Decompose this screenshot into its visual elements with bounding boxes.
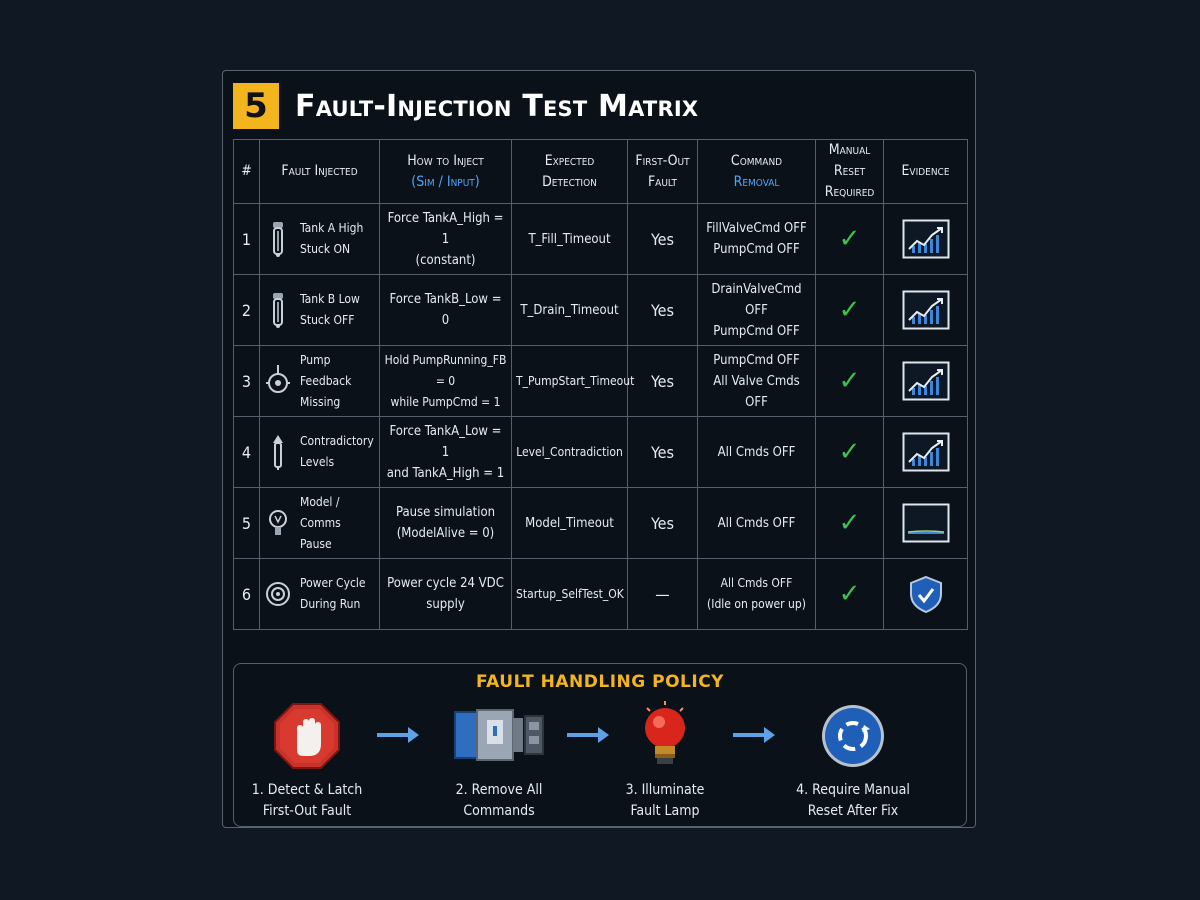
trend-chart-icon (902, 219, 950, 259)
how-cell (380, 488, 512, 559)
col-header-removal (698, 140, 816, 204)
manual-reset-cell (816, 417, 884, 488)
fault-line2: Pause (300, 536, 332, 551)
section-number-badge: 5 (233, 83, 279, 129)
manual-reset-cell (816, 559, 884, 630)
check-icon: ✓ (838, 295, 861, 325)
removal-line1: PumpCmd OFF (713, 352, 800, 368)
col-header-detection-line2: Detection (542, 173, 597, 190)
fault-line1: Power Cycle (300, 576, 366, 590)
col-header-removal-line1: Command (730, 152, 783, 169)
removal-cell (698, 346, 816, 417)
table-row (234, 346, 968, 417)
col-header-manual-line1: Manual (828, 142, 871, 158)
col-header-manual-reset (816, 140, 884, 204)
col-header-num: # (234, 140, 260, 204)
row-number: 2 (234, 275, 260, 346)
trend-chart-icon (902, 432, 950, 472)
red-lamp-icon (580, 700, 750, 772)
trend-chart-icon (902, 361, 950, 401)
pump-icon (264, 361, 292, 401)
step-line2: Fault Lamp (630, 803, 700, 819)
how-line1: Power cycle 24 VDC (387, 576, 504, 591)
level-switch-icon (264, 219, 292, 259)
policy-step-2 (414, 700, 584, 822)
step-line2: Commands (463, 803, 535, 819)
fault-label (300, 350, 375, 413)
row-number: 4 (234, 417, 260, 488)
stop-hand-icon (222, 700, 392, 772)
step-line1: 4. Require Manual (796, 782, 910, 798)
how-cell (380, 559, 512, 630)
fault-label (300, 289, 360, 331)
fault-line2: Levels (300, 455, 335, 469)
how-line2: and TankA_High = 1 (386, 465, 505, 481)
fault-cell (260, 204, 380, 275)
policy-step-1 (222, 700, 392, 822)
manual-reset-cell (816, 488, 884, 559)
step-line1: 2. Remove All (455, 782, 543, 798)
step-line2: First-Out Fault (262, 803, 352, 819)
power-icon (264, 574, 292, 614)
how-line2: supply (426, 597, 465, 612)
col-header-evidence: Evidence (884, 140, 968, 204)
title-row (233, 83, 698, 129)
disconnect-switch-icon (414, 700, 584, 772)
removal-cell (698, 417, 816, 488)
detection-cell: T_Fill_Timeout (512, 204, 628, 275)
table-row (234, 417, 968, 488)
fault-label (300, 431, 374, 473)
how-line1: Force TankB_Low = 0 (389, 292, 502, 328)
fault-label (300, 492, 375, 555)
detection-cell: Level_Contradiction (512, 417, 628, 488)
first-out-cell: Yes (628, 275, 698, 346)
how-line1: Force TankA_High = 1 (387, 210, 504, 247)
check-icon: ✓ (838, 579, 861, 609)
policy-title: FAULT HANDLING POLICY (476, 672, 724, 692)
check-icon: ✓ (838, 508, 861, 538)
fault-handling-policy-panel (233, 663, 967, 827)
fault-matrix-card (222, 70, 976, 828)
how-line2: while PumpCmd = 1 (390, 394, 501, 409)
how-line2: (constant) (415, 252, 476, 268)
manual-reset-cell (816, 275, 884, 346)
removal-line2: (Idle on power up) (707, 597, 806, 611)
policy-step-3 (580, 700, 750, 822)
how-line2: (ModelAlive = 0) (396, 526, 495, 541)
col-header-first-out (628, 140, 698, 204)
how-line1: Hold PumpRunning_FB = 0 (384, 352, 507, 388)
row-number: 3 (234, 346, 260, 417)
step-line1: 3. Illuminate (625, 782, 705, 798)
detection-cell: Model_Timeout (512, 488, 628, 559)
flat-trend-icon (902, 503, 950, 543)
removal-cell (698, 559, 816, 630)
col-header-manual-line3: Required (824, 184, 875, 200)
col-header-removal-line2: Removal (733, 173, 780, 190)
col-header-how-line1: How to Inject (407, 152, 484, 169)
policy-step-label (414, 780, 584, 822)
evidence-cell (884, 559, 968, 630)
removal-line1: All Cmds OFF (717, 515, 796, 531)
page-title: Fault-Injection Test Matrix (295, 88, 699, 124)
how-line1: Force TankA_Low = 1 (389, 423, 502, 460)
row-number: 1 (234, 204, 260, 275)
first-out-cell: Yes (628, 204, 698, 275)
comms-icon (264, 503, 292, 543)
how-cell (380, 204, 512, 275)
level-sensor-icon (264, 432, 292, 472)
removal-cell (698, 488, 816, 559)
first-out-cell: Yes (628, 488, 698, 559)
fault-line2: Stuck OFF (300, 313, 355, 327)
removal-line1: All Cmds OFF (720, 576, 793, 590)
level-switch-icon (264, 290, 292, 330)
fault-label (300, 218, 363, 260)
fault-line1: Tank A High (300, 221, 364, 235)
fault-line1: Pump Feedback (300, 352, 352, 388)
manual-reset-cell (816, 346, 884, 417)
detection-cell: Startup_SelfTest_OK (512, 559, 628, 630)
table-row (234, 204, 968, 275)
fault-cell (260, 559, 380, 630)
removal-line1: FillValveCmd OFF (706, 221, 807, 236)
fault-cell (260, 488, 380, 559)
detection-cell: T_PumpStart_Timeout (512, 346, 628, 417)
fault-label (300, 573, 366, 615)
fault-line1: Model / Comms (300, 494, 341, 530)
policy-step-4 (768, 700, 938, 822)
evidence-cell (884, 417, 968, 488)
table-row (234, 488, 968, 559)
shield-check-icon (902, 574, 950, 614)
check-icon: ✓ (838, 224, 861, 254)
removal-cell (698, 275, 816, 346)
fault-cell (260, 346, 380, 417)
how-cell (380, 417, 512, 488)
first-out-cell: Yes (628, 417, 698, 488)
policy-step-label (768, 780, 938, 822)
fault-cell (260, 417, 380, 488)
first-out-cell: — (628, 559, 698, 630)
fault-injection-table (233, 139, 968, 630)
fault-line1: Tank B Low (300, 292, 360, 306)
col-header-first-out-line1: First-Out (635, 152, 690, 169)
col-header-how (380, 140, 512, 204)
trend-chart-icon (902, 290, 950, 330)
fault-line2: Stuck ON (300, 242, 351, 256)
removal-line2: PumpCmd OFF (713, 242, 800, 257)
row-number: 6 (234, 559, 260, 630)
removal-line2: PumpCmd OFF (713, 323, 800, 339)
how-cell (380, 275, 512, 346)
col-header-detection-line1: Expected (544, 152, 595, 169)
fault-cell (260, 275, 380, 346)
step-line1: 1. Detect & Latch (251, 782, 363, 798)
evidence-cell (884, 275, 968, 346)
table-row (234, 559, 968, 630)
fault-line1: Contradictory (300, 434, 374, 448)
removal-line2: All Valve Cmds OFF (713, 373, 800, 410)
col-header-how-line2: (Sim / Input) (411, 173, 480, 190)
first-out-cell: Yes (628, 346, 698, 417)
how-cell (380, 346, 512, 417)
manual-reset-cell (816, 204, 884, 275)
table-header-row (234, 140, 968, 204)
col-header-manual-line2: Reset (833, 163, 866, 179)
removal-line1: All Cmds OFF (717, 444, 796, 460)
col-header-fault: Fault Injected (260, 140, 380, 204)
step-line2: Reset After Fix (807, 803, 899, 819)
removal-line1: DrainValveCmd OFF (711, 281, 802, 318)
row-number: 5 (234, 488, 260, 559)
fault-line2: Missing (300, 394, 341, 409)
col-header-first-out-line2: Fault (647, 173, 678, 190)
evidence-cell (884, 488, 968, 559)
evidence-cell (884, 204, 968, 275)
col-header-detection (512, 140, 628, 204)
removal-cell (698, 204, 816, 275)
check-icon: ✓ (838, 366, 861, 396)
policy-step-label (580, 780, 750, 822)
policy-step-label (222, 780, 392, 822)
evidence-cell (884, 346, 968, 417)
reset-icon (768, 700, 938, 772)
table-row (234, 275, 968, 346)
detection-cell: T_Drain_Timeout (512, 275, 628, 346)
check-icon: ✓ (838, 437, 861, 467)
how-line1: Pause simulation (395, 505, 496, 520)
fault-line2: During Run (300, 597, 361, 611)
